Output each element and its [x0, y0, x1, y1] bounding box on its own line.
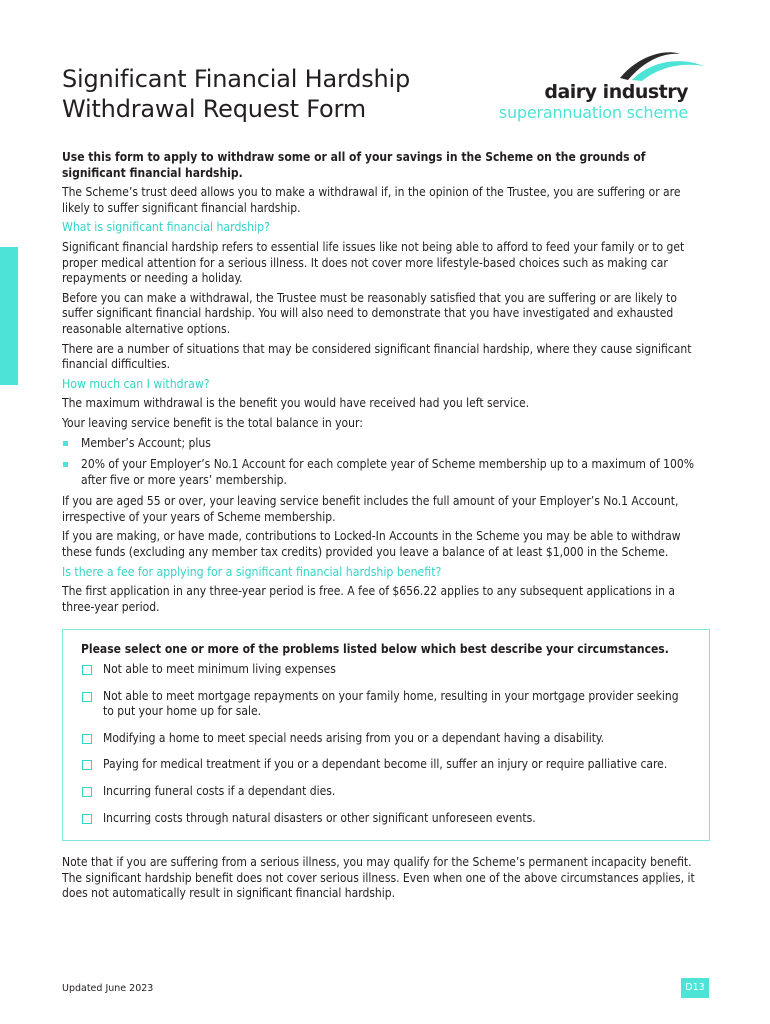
paragraph: The maximum withdrawal is the benefit you would have received had you left service.	[62, 396, 530, 411]
updated-date: Updated June 2023	[62, 983, 154, 994]
section-heading-hardship: What is significant financial hardship?	[62, 220, 270, 235]
title-line-1: Significant Financial Hardship	[62, 65, 411, 93]
circumstances-box	[62, 629, 710, 841]
paragraph: The first application in any three-year period is free. A fee of $656.22 applies to any subsequent applications in a three-year period.	[62, 584, 675, 614]
list-item: Member’s Account; plus	[62, 436, 710, 452]
option-label: Incurring costs through natural disasters or other significant unforeseen events.	[103, 810, 536, 825]
form-code-badge: D13	[681, 978, 709, 998]
section-heading-withdraw: How much can I withdraw?	[62, 376, 210, 391]
paragraph: Significant financial hardship refers to essential life issues like not being able to afford to feed your family or to get proper medical attention for a serious illness. It does not cover more lifestyle-based choices such as making car repayments or needing a holiday.	[62, 239, 685, 286]
title-line-2: Withdrawal Request Form	[62, 95, 366, 123]
checkbox[interactable]	[82, 760, 92, 770]
benefit-list	[62, 436, 710, 489]
list-item: 20% of your Employer’s No.1 Account for each complete year of Scheme membership up to a maximum of 100% after five or more years’ membership.	[62, 457, 710, 488]
circumstance-option[interactable]	[81, 757, 691, 773]
option-label: Paying for medical treatment if you or a dependant become ill, suffer an injury or require palliative care.	[103, 757, 668, 772]
paragraph: If you are aged 55 or over, your leaving service benefit includes the full amount of your Employer’s No.1 Account, irrespective of your years of Scheme membership.	[62, 494, 679, 524]
checkbox[interactable]	[82, 734, 92, 744]
checkbox[interactable]	[82, 665, 92, 675]
logo-text-primary: dairy industry	[544, 81, 688, 103]
checkbox[interactable]	[82, 814, 92, 824]
option-label: Incurring funeral costs if a dependant dies.	[103, 784, 336, 798]
checkbox[interactable]	[82, 787, 92, 797]
circumstance-option[interactable]	[81, 731, 691, 747]
paragraph: There are a number of situations that may be considered significant financial hardship, where they cause significant financial difficulties.	[62, 341, 692, 372]
circumstance-option[interactable]	[81, 689, 691, 720]
side-accent-tab	[0, 247, 18, 385]
serious-illness-note: Note that if you are suffering from a serious illness, you may qualify for the Scheme’s permanent incapacity benefit. The significant hardship benefit does not cover serious illness. Even when one of the above circumstances applies, it does not automatically result in significant financial hardship.	[62, 855, 695, 901]
wave-leaf-icon	[618, 48, 708, 82]
page-title	[62, 64, 410, 124]
circumstance-option[interactable]	[81, 662, 691, 678]
intro-lead: Use this form to apply to withdraw some or all of your savings in the Scheme on the grounds of significant financial hardship.	[62, 150, 646, 180]
option-label: Not able to meet minimum living expenses	[103, 662, 336, 677]
checkbox[interactable]	[82, 692, 92, 702]
circumstance-option[interactable]	[81, 811, 691, 827]
paragraph: Before you can make a withdrawal, the Trustee must be reasonably satisfied that you are suffering or are likely to suffer significant financial hardship. You will also need to demonstrate that you have investigated and exhausted reasonable alternative options.	[62, 290, 677, 336]
option-label: Not able to meet mortgage repayments on your family home, resulting in your mortgage provider seeking to put your home up for sale.	[103, 688, 679, 719]
form-content	[62, 150, 710, 906]
logo-text-secondary: superannuation scheme	[498, 103, 688, 122]
scheme-logo	[490, 48, 710, 128]
paragraph: Your leaving service benefit is the total balance in your:	[62, 415, 363, 430]
circumstance-option[interactable]	[81, 784, 691, 800]
section-heading-fee: Is there a fee for applying for a significant financial hardship benefit?	[62, 564, 442, 579]
circumstances-title: Please select one or more of the problems listed below which best describe your circumstances.	[81, 642, 669, 657]
option-label: Modifying a home to meet special needs arising from you or a dependant having a disability.	[103, 730, 605, 745]
intro-paragraph: The Scheme’s trust deed allows you to make a withdrawal if, in the opinion of the Trustee, you are suffering or are likely to suffer significant financial hardship.	[62, 185, 681, 215]
paragraph: If you are making, or have made, contributions to Locked-In Accounts in the Scheme you may be able to withdraw these funds (excluding any member tax credits) provided you leave a balance of at least $1,000 in the Scheme.	[62, 529, 681, 560]
